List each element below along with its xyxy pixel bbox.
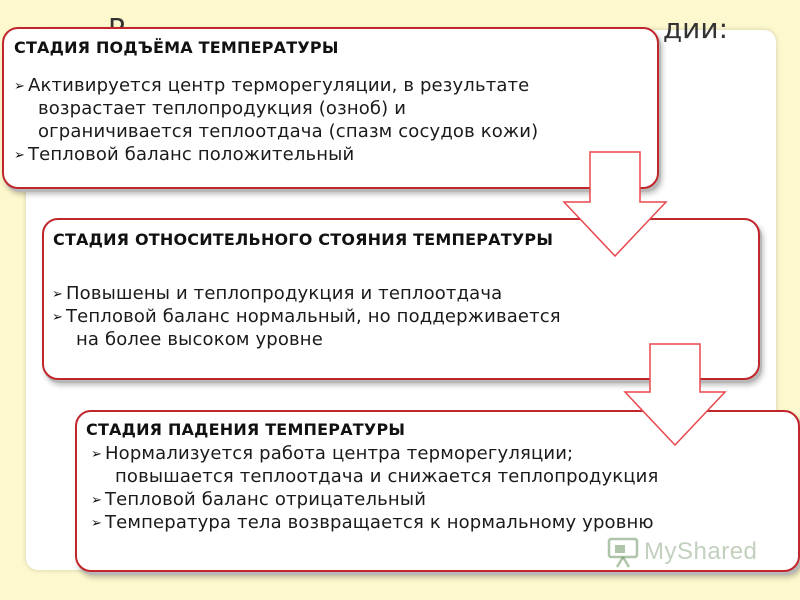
bullet-item: [91, 442, 791, 488]
bullet-text: Активируется центр терморегуляции, в результате: [28, 75, 530, 96]
watermark-text: MyShared: [644, 538, 758, 565]
bullet-item: [91, 488, 791, 511]
background-title-right: дии:: [662, 12, 728, 45]
stage-title: СТАДИЯ ОТНОСИТЕЛЬНОГО СТОЯНИЯ ТЕМПЕРАТУРЫ: [53, 230, 554, 249]
watermark-logo: [606, 535, 766, 571]
bullet-item: [14, 74, 654, 143]
bullet-text: Тепловой баланс отрицательный: [105, 489, 427, 510]
bullet-list: [52, 282, 752, 351]
arrow-bullet-icon: ➢: [91, 447, 103, 462]
stage-title: СТАДИЯ ПАДЕНИЯ ТЕМПЕРАТУРЫ: [86, 420, 406, 439]
bullet-text: Нормализуется работа центра терморегуляции;: [105, 443, 574, 464]
stage-title: СТАДИЯ ПОДЪЁМА ТЕМПЕРАТУРЫ: [14, 38, 339, 57]
arrow-bullet-icon: ➢: [91, 493, 103, 508]
bullet-text-continuation: повышается теплоотдача и снижается теплопродукция: [115, 466, 659, 487]
presentation-screen-icon: [606, 537, 640, 569]
bullet-item: [14, 143, 654, 166]
bullet-item: [91, 511, 791, 534]
arrow-bullet-icon: ➢: [14, 148, 26, 163]
bullet-text-continuation: возрастает теплопродукция (озноб) и: [38, 98, 407, 119]
bullet-text: Тепловой баланс нормальный, но поддерживается: [66, 306, 561, 327]
bullet-list: [14, 74, 654, 166]
bullet-text-continuation: на более высоком уровне: [76, 329, 323, 350]
arrow-bullet-icon: ➢: [52, 287, 64, 302]
bullet-text: Повышены и теплопродукция и теплоотдача: [66, 283, 503, 304]
down-arrow-icon: [560, 150, 670, 260]
arrow-bullet-icon: ➢: [14, 79, 26, 94]
bullet-text-continuation: ограничивается теплоотдача (спазм сосудов кожи): [38, 121, 539, 142]
arrow-bullet-icon: ➢: [52, 310, 64, 325]
bullet-text: Температура тела возвращается к нормальному уровню: [105, 512, 654, 533]
bullet-list: [91, 442, 791, 534]
arrow-bullet-icon: ➢: [91, 516, 103, 531]
bullet-text: Тепловой баланс положительный: [28, 144, 355, 165]
down-arrow-icon: [622, 342, 728, 448]
bullet-item: [52, 282, 752, 305]
